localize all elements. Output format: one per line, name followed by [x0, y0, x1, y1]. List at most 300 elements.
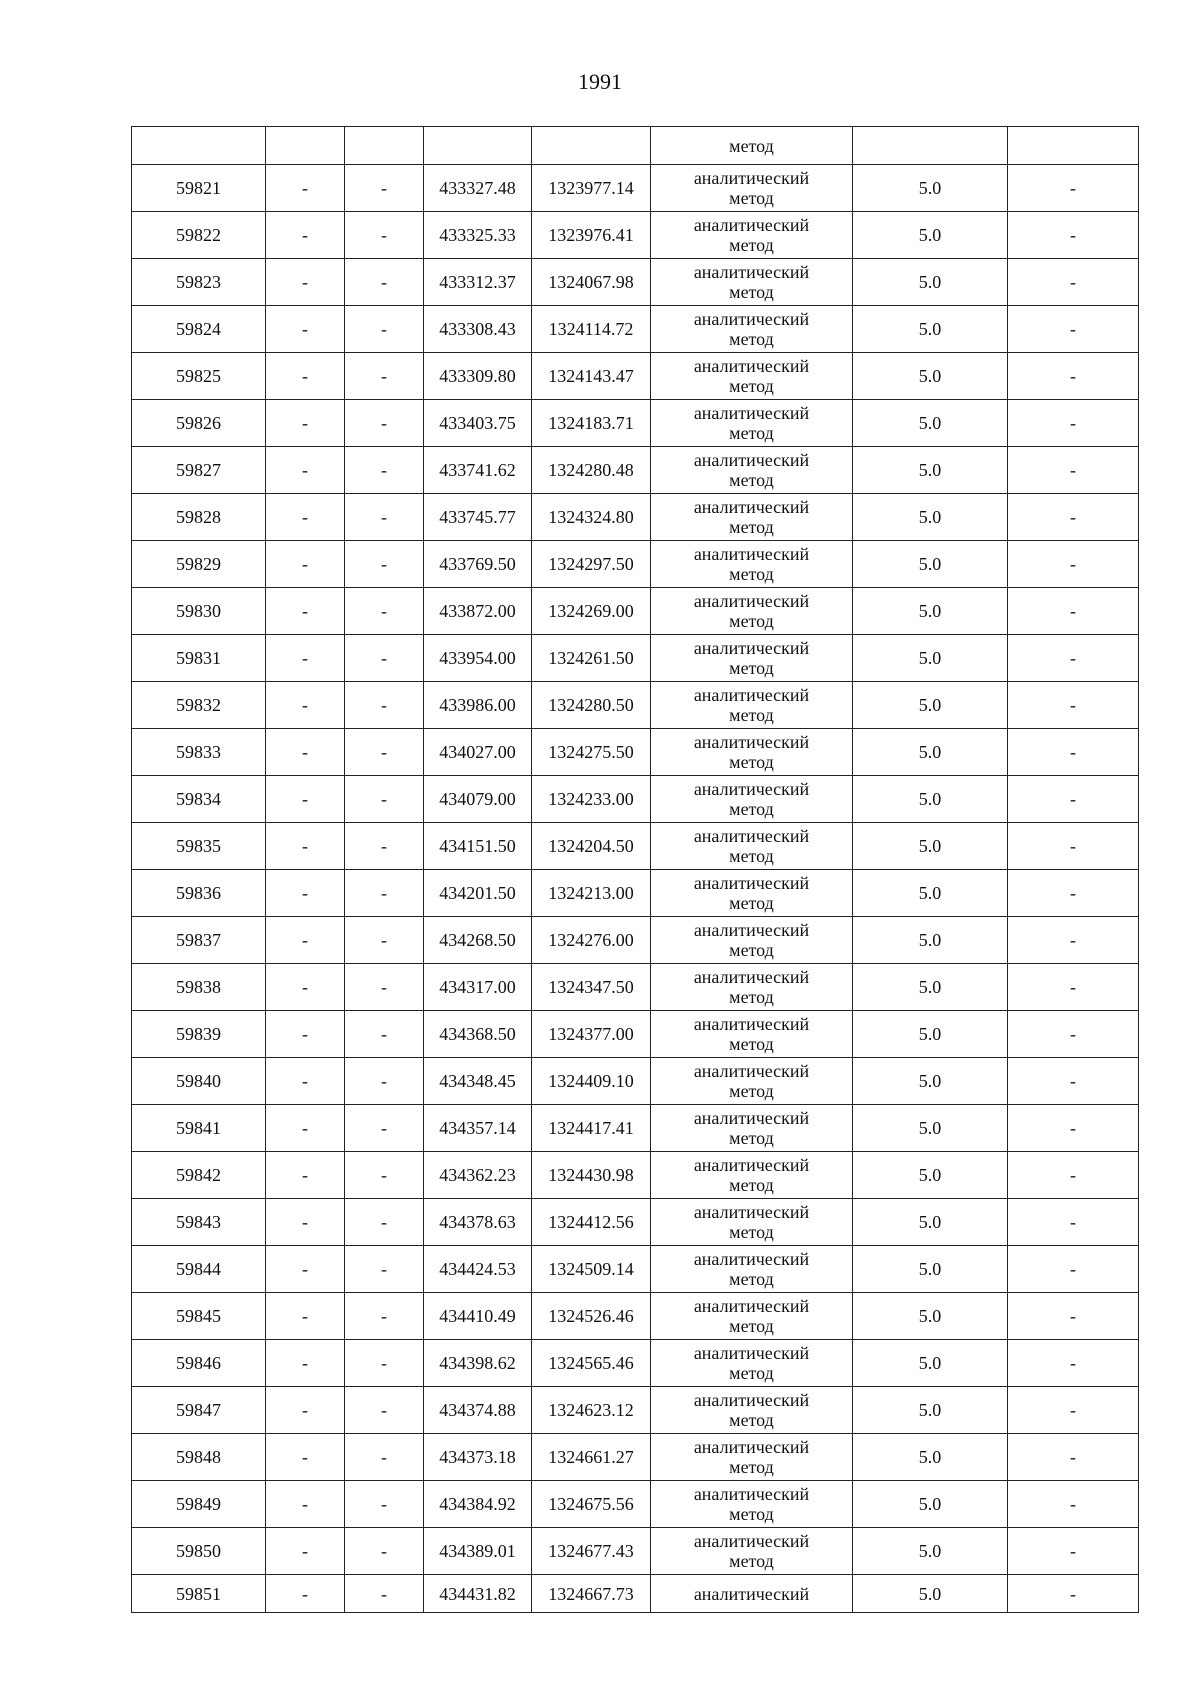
cell-x: 433872.00 — [424, 588, 532, 635]
cell-id: 59834 — [132, 776, 266, 823]
cell-method — [651, 1246, 853, 1293]
cell-col8: - — [1008, 1058, 1139, 1105]
cell-col2: - — [266, 259, 345, 306]
cell-accuracy: 5.0 — [853, 635, 1008, 682]
method-word-2: метод — [729, 1504, 774, 1524]
method-word-2: метод — [729, 1551, 774, 1571]
cell-y: 1324183.71 — [532, 400, 651, 447]
cell-col2: - — [266, 1528, 345, 1575]
cell-col2: - — [266, 1293, 345, 1340]
method-word-1: аналитический — [693, 1296, 810, 1316]
cell-y: 1324377.00 — [532, 1011, 651, 1058]
cell-x — [424, 127, 532, 165]
method-word-2: метод — [729, 1457, 774, 1477]
method-word-2: метод — [729, 376, 774, 396]
method-word-2: метод — [729, 235, 774, 255]
cell-y: 1323976.41 — [532, 212, 651, 259]
cell-x: 433403.75 — [424, 400, 532, 447]
continued-row — [132, 127, 1139, 165]
cell-id: 59823 — [132, 259, 266, 306]
cell-col2: - — [266, 1058, 345, 1105]
cell-col3: - — [345, 212, 424, 259]
method-word-2: метод — [729, 1363, 774, 1383]
cell-col3: - — [345, 635, 424, 682]
cell-x: 434201.50 — [424, 870, 532, 917]
cell-col2: - — [266, 870, 345, 917]
cell-y: 1324623.12 — [532, 1387, 651, 1434]
cell-col3: - — [345, 823, 424, 870]
cell-method — [651, 682, 853, 729]
cell-col3: - — [345, 259, 424, 306]
cell-col8: - — [1008, 1011, 1139, 1058]
method-word-1: аналитический — [693, 1484, 810, 1504]
cell-col2: - — [266, 447, 345, 494]
cell-x: 434373.18 — [424, 1434, 532, 1481]
cell-col2: - — [266, 212, 345, 259]
page-number: 1991 — [578, 69, 622, 94]
cell-col8: - — [1008, 729, 1139, 776]
cell-col2: - — [266, 353, 345, 400]
cell-col2: - — [266, 635, 345, 682]
cell-col2: - — [266, 1575, 345, 1613]
method-word-1: аналитический — [693, 638, 810, 658]
cell-accuracy: 5.0 — [853, 494, 1008, 541]
method-word-2: метод — [729, 564, 774, 584]
cell-y: 1324417.41 — [532, 1105, 651, 1152]
method-word-1: аналитический — [693, 685, 810, 705]
cell-col3: - — [345, 1434, 424, 1481]
method-word-1: аналитический — [693, 450, 810, 470]
cell-col8: - — [1008, 212, 1139, 259]
table-row — [132, 400, 1139, 447]
cell-accuracy: 5.0 — [853, 917, 1008, 964]
cell-col2: - — [266, 917, 345, 964]
cell-col8: - — [1008, 1528, 1139, 1575]
table-row — [132, 1528, 1139, 1575]
cell-col3: - — [345, 917, 424, 964]
method-word-2: метод — [729, 329, 774, 349]
cell-accuracy: 5.0 — [853, 259, 1008, 306]
cell-accuracy: 5.0 — [853, 1434, 1008, 1481]
method-word-continued: метод — [729, 135, 774, 156]
cell-y: 1324280.50 — [532, 682, 651, 729]
method-word-1: аналитический — [693, 309, 810, 329]
cell-y: 1324297.50 — [532, 541, 651, 588]
cell-y: 1324409.10 — [532, 1058, 651, 1105]
cell-id: 59825 — [132, 353, 266, 400]
method-word-1: аналитический — [693, 1108, 810, 1128]
method-word-1: аналитический — [693, 403, 810, 423]
cell-col2: - — [266, 1340, 345, 1387]
cell-x: 434398.62 — [424, 1340, 532, 1387]
cell-method — [651, 776, 853, 823]
cell-id: 59836 — [132, 870, 266, 917]
cell-col3: - — [345, 353, 424, 400]
cell-col8: - — [1008, 541, 1139, 588]
cell-col2: - — [266, 776, 345, 823]
cell-method — [651, 400, 853, 447]
cell-col3: - — [345, 1387, 424, 1434]
cell-col8: - — [1008, 1481, 1139, 1528]
cell-col2: - — [266, 682, 345, 729]
table-row — [132, 823, 1139, 870]
method-word-1: аналитический — [693, 215, 810, 235]
cell-method — [651, 306, 853, 353]
coordinates-table — [131, 126, 1139, 1613]
cell-id: 59824 — [132, 306, 266, 353]
cell-y: 1324204.50 — [532, 823, 651, 870]
method-word-2: метод — [729, 1410, 774, 1430]
cell-method — [651, 1434, 853, 1481]
cell-id: 59841 — [132, 1105, 266, 1152]
method-word-2: метод — [729, 423, 774, 443]
cell-y: 1324269.00 — [532, 588, 651, 635]
cell-col2: - — [266, 1011, 345, 1058]
cell-accuracy: 5.0 — [853, 1199, 1008, 1246]
method-word-1: аналитический — [693, 826, 810, 846]
cell-y: 1324526.46 — [532, 1293, 651, 1340]
cell-id: 59837 — [132, 917, 266, 964]
cell-col8: - — [1008, 165, 1139, 212]
cell-method — [651, 353, 853, 400]
cell-col8: - — [1008, 1105, 1139, 1152]
cell-id: 59840 — [132, 1058, 266, 1105]
cell-accuracy: 5.0 — [853, 729, 1008, 776]
cell-x: 433309.80 — [424, 353, 532, 400]
cell-id: 59847 — [132, 1387, 266, 1434]
cell-x: 433325.33 — [424, 212, 532, 259]
cell-col3: - — [345, 1058, 424, 1105]
cell-accuracy: 5.0 — [853, 1293, 1008, 1340]
cell-accuracy: 5.0 — [853, 1058, 1008, 1105]
table-row — [132, 541, 1139, 588]
cell-method — [651, 1387, 853, 1434]
table-row — [132, 682, 1139, 729]
method-word-2: метод — [729, 752, 774, 772]
cell-y: 1324276.00 — [532, 917, 651, 964]
cell-accuracy: 5.0 — [853, 823, 1008, 870]
cell-col2 — [266, 127, 345, 165]
cell-col3: - — [345, 1340, 424, 1387]
cell-method — [651, 1011, 853, 1058]
method-word-1: аналитический — [693, 1249, 810, 1269]
cell-col2: - — [266, 588, 345, 635]
cell-method — [651, 494, 853, 541]
cell-id: 59833 — [132, 729, 266, 776]
cell-col2: - — [266, 729, 345, 776]
cell-id: 59826 — [132, 400, 266, 447]
cell-col3: - — [345, 306, 424, 353]
cell-accuracy: 5.0 — [853, 353, 1008, 400]
cell-id: 59850 — [132, 1528, 266, 1575]
method-word-1: аналитический — [693, 967, 810, 987]
cell-x: 433308.43 — [424, 306, 532, 353]
cell-accuracy: 5.0 — [853, 870, 1008, 917]
cell-method — [651, 165, 853, 212]
method-word-2: метод — [729, 1316, 774, 1336]
cell-x: 433954.00 — [424, 635, 532, 682]
cell-id: 59830 — [132, 588, 266, 635]
cell-col3: - — [345, 1246, 424, 1293]
cell-accuracy: 5.0 — [853, 447, 1008, 494]
table-row — [132, 1011, 1139, 1058]
cell-y: 1324233.00 — [532, 776, 651, 823]
cell-method — [651, 212, 853, 259]
cell-method — [651, 964, 853, 1011]
cell-x: 434151.50 — [424, 823, 532, 870]
method-word-2: метод — [729, 846, 774, 866]
cell-col3: - — [345, 964, 424, 1011]
cell-col8: - — [1008, 353, 1139, 400]
cell-x: 434378.63 — [424, 1199, 532, 1246]
cell-y: 1324347.50 — [532, 964, 651, 1011]
cell-col8: - — [1008, 870, 1139, 917]
cell-method — [651, 635, 853, 682]
method-word-1: аналитический — [693, 873, 810, 893]
cell-x: 433745.77 — [424, 494, 532, 541]
method-word-2: метод — [729, 705, 774, 725]
method-word-2: метод — [729, 188, 774, 208]
cell-id — [132, 127, 266, 165]
table-row — [132, 494, 1139, 541]
cell-accuracy: 5.0 — [853, 1387, 1008, 1434]
cell-y: 1324261.50 — [532, 635, 651, 682]
table-row — [132, 1434, 1139, 1481]
cell-col2: - — [266, 1246, 345, 1293]
cell-x: 434389.01 — [424, 1528, 532, 1575]
cell-col3: - — [345, 870, 424, 917]
cell-accuracy: 5.0 — [853, 1340, 1008, 1387]
cell-col8: - — [1008, 964, 1139, 1011]
cell-col8: - — [1008, 1199, 1139, 1246]
cell-x: 434374.88 — [424, 1387, 532, 1434]
cell-x: 434348.45 — [424, 1058, 532, 1105]
cell-method: аналитический — [651, 1575, 853, 1613]
cell-x: 434027.00 — [424, 729, 532, 776]
cell-accuracy: 5.0 — [853, 1152, 1008, 1199]
method-word-1: аналитический — [693, 168, 810, 188]
cell-col2: - — [266, 400, 345, 447]
cell-id: 59821 — [132, 165, 266, 212]
cell-x: 434431.82 — [424, 1575, 532, 1613]
cell-x: 434424.53 — [424, 1246, 532, 1293]
cell-method — [651, 1481, 853, 1528]
method-word-2: метод — [729, 893, 774, 913]
table-row — [132, 447, 1139, 494]
cell-accuracy: 5.0 — [853, 1011, 1008, 1058]
cell-id: 59842 — [132, 1152, 266, 1199]
cell-col3: - — [345, 1199, 424, 1246]
cell-id: 59831 — [132, 635, 266, 682]
cell-method — [651, 1058, 853, 1105]
cell-method — [651, 541, 853, 588]
table-row — [132, 259, 1139, 306]
cell-accuracy: 5.0 — [853, 212, 1008, 259]
cell-accuracy: 5.0 — [853, 1528, 1008, 1575]
cell-accuracy: 5.0 — [853, 400, 1008, 447]
cell-accuracy: 5.0 — [853, 588, 1008, 635]
method-word-2: метод — [729, 658, 774, 678]
cell-col2: - — [266, 306, 345, 353]
cell-col8: - — [1008, 917, 1139, 964]
cell-col8: - — [1008, 1387, 1139, 1434]
table-row — [132, 1058, 1139, 1105]
cell-col3: - — [345, 541, 424, 588]
cell-col2: - — [266, 823, 345, 870]
method-word-1: аналитический — [693, 356, 810, 376]
cell-col8 — [1008, 127, 1139, 165]
method-word-1: аналитический — [693, 1202, 810, 1222]
cell-y: 1324661.27 — [532, 1434, 651, 1481]
cell-accuracy: 5.0 — [853, 1575, 1008, 1613]
cell-method — [651, 1152, 853, 1199]
method-word-1: аналитический — [693, 920, 810, 940]
cell-y: 1324677.43 — [532, 1528, 651, 1575]
method-word-1: аналитический — [693, 262, 810, 282]
cell-accuracy: 5.0 — [853, 1105, 1008, 1152]
cell-col3: - — [345, 494, 424, 541]
table-body — [132, 127, 1139, 1613]
method-word-1: аналитический — [693, 1014, 810, 1034]
cell-x: 434384.92 — [424, 1481, 532, 1528]
cell-x: 433327.48 — [424, 165, 532, 212]
method-word-1: аналитический — [693, 544, 810, 564]
cell-y: 1324324.80 — [532, 494, 651, 541]
cell-col2: - — [266, 1481, 345, 1528]
cell-method — [651, 1293, 853, 1340]
cell-method — [651, 917, 853, 964]
cell-col2: - — [266, 494, 345, 541]
cell-col3: - — [345, 729, 424, 776]
cell-col3: - — [345, 1011, 424, 1058]
cell-x: 433986.00 — [424, 682, 532, 729]
cell-col2: - — [266, 1105, 345, 1152]
cell-col3: - — [345, 1105, 424, 1152]
cell-y: 1324114.72 — [532, 306, 651, 353]
cell-accuracy: 5.0 — [853, 1246, 1008, 1293]
cell-col8: - — [1008, 306, 1139, 353]
cell-method — [651, 1199, 853, 1246]
cell-x: 434368.50 — [424, 1011, 532, 1058]
cell-id: 59849 — [132, 1481, 266, 1528]
cell-col3: - — [345, 682, 424, 729]
method-word-2: метод — [729, 470, 774, 490]
cell-id: 59832 — [132, 682, 266, 729]
cell-x: 434079.00 — [424, 776, 532, 823]
cell-y — [532, 127, 651, 165]
cell-x: 433312.37 — [424, 259, 532, 306]
table-row — [132, 212, 1139, 259]
cell-col2: - — [266, 964, 345, 1011]
cell-method — [651, 447, 853, 494]
cell-col3: - — [345, 1575, 424, 1613]
cell-id: 59828 — [132, 494, 266, 541]
cell-id: 59822 — [132, 212, 266, 259]
method-word-2: метод — [729, 987, 774, 1007]
cell-id: 59829 — [132, 541, 266, 588]
cell-col8: - — [1008, 588, 1139, 635]
cell-col2: - — [266, 165, 345, 212]
table-row — [132, 1105, 1139, 1152]
cell-accuracy: 5.0 — [853, 306, 1008, 353]
cell-x: 434410.49 — [424, 1293, 532, 1340]
method-word-1: аналитический — [693, 779, 810, 799]
table-row — [132, 1293, 1139, 1340]
method-word-2: метод — [729, 1128, 774, 1148]
cell-y: 1324667.73 — [532, 1575, 651, 1613]
table-row-last — [132, 1575, 1139, 1613]
cell-accuracy: 5.0 — [853, 964, 1008, 1011]
method-word-2: метод — [729, 1034, 774, 1054]
cell-col8: - — [1008, 259, 1139, 306]
method-word-2: метод — [729, 1269, 774, 1289]
method-word-1: аналитический — [693, 1531, 810, 1551]
cell-col8: - — [1008, 1575, 1139, 1613]
cell-col3: - — [345, 776, 424, 823]
cell-method — [651, 1105, 853, 1152]
cell-col3 — [345, 127, 424, 165]
method-word-2: метод — [729, 517, 774, 537]
table-row — [132, 635, 1139, 682]
cell-x: 434317.00 — [424, 964, 532, 1011]
method-word-1: аналитический — [693, 732, 810, 752]
cell-y: 1324430.98 — [532, 1152, 651, 1199]
cell-y: 1324675.56 — [532, 1481, 651, 1528]
cell-y: 1324565.46 — [532, 1340, 651, 1387]
cell-col8: - — [1008, 400, 1139, 447]
cell-col2: - — [266, 1434, 345, 1481]
cell-id: 59835 — [132, 823, 266, 870]
cell-method — [651, 823, 853, 870]
cell-method — [651, 588, 853, 635]
cell-accuracy: 5.0 — [853, 541, 1008, 588]
cell-method — [651, 259, 853, 306]
cell-id: 59846 — [132, 1340, 266, 1387]
cell-y: 1324275.50 — [532, 729, 651, 776]
cell-col3: - — [345, 165, 424, 212]
cell-method — [651, 1528, 853, 1575]
method-word-2: метод — [729, 611, 774, 631]
cell-col8: - — [1008, 635, 1139, 682]
cell-id: 59845 — [132, 1293, 266, 1340]
cell-col2: - — [266, 1199, 345, 1246]
cell-col2: - — [266, 541, 345, 588]
method-word-2: метод — [729, 1175, 774, 1195]
method-word-2: метод — [729, 282, 774, 302]
cell-accuracy: 5.0 — [853, 1481, 1008, 1528]
cell-y: 1324509.14 — [532, 1246, 651, 1293]
method-word-1: аналитический — [693, 591, 810, 611]
table-row — [132, 588, 1139, 635]
cell-x: 433741.62 — [424, 447, 532, 494]
table-row — [132, 917, 1139, 964]
cell-method — [651, 870, 853, 917]
cell-col8: - — [1008, 776, 1139, 823]
method-word-2: метод — [729, 940, 774, 960]
cell-id: 59851 — [132, 1575, 266, 1613]
cell-col8: - — [1008, 1152, 1139, 1199]
cell-accuracy: 5.0 — [853, 682, 1008, 729]
cell-method — [651, 1340, 853, 1387]
cell-col8: - — [1008, 682, 1139, 729]
table-row — [132, 306, 1139, 353]
cell-col3: - — [345, 1293, 424, 1340]
table-row — [132, 1340, 1139, 1387]
method-word-1: аналитический — [693, 1155, 810, 1175]
method-word-1: аналитический — [693, 1061, 810, 1081]
table-row — [132, 870, 1139, 917]
cell-x: 434357.14 — [424, 1105, 532, 1152]
